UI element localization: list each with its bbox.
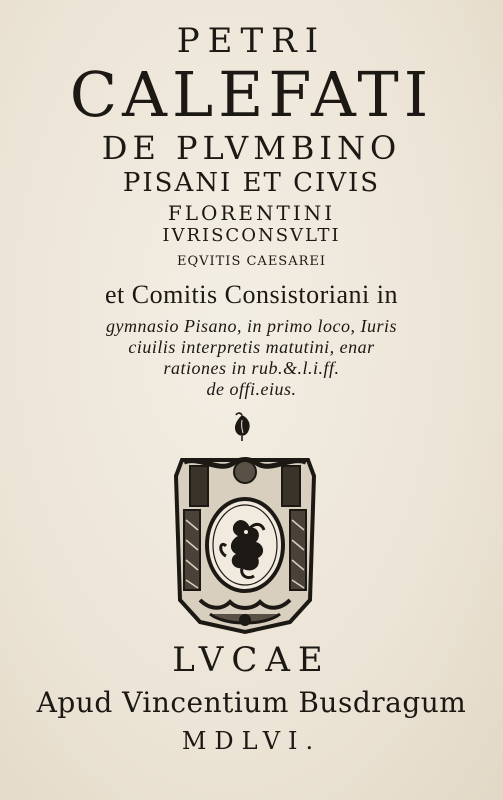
- imprint-printer: Apud Vincentium Busdragum: [36, 686, 467, 719]
- printers-device-dragon-shield-icon: [170, 450, 320, 636]
- title-line-equitis: EQVITIS CAESAREI: [176, 254, 327, 269]
- fleuron-leaf-icon: [230, 412, 254, 442]
- imprint-city: LVCAE: [172, 640, 331, 680]
- author-origin: DE PLVMBINO: [101, 129, 402, 167]
- title-line-pisani: PISANI ET CIVIS: [122, 168, 381, 198]
- imprint-year: MDLVI.: [181, 727, 322, 755]
- title-line-florentini: FLORENTINI: [167, 201, 336, 225]
- description-line-1: gymnasio Pisano, in primo loco, Iuris: [106, 316, 397, 336]
- title-line-iurisconsulti: IVRISCONSVLTI: [162, 225, 341, 246]
- description-line-2: ciuilis interpretis matutini, enar: [128, 337, 375, 357]
- title-line-comitis: et Comitis Consistoriani in: [104, 280, 398, 309]
- description-line-4: de offi.eius.: [206, 379, 297, 399]
- author-first-name: PETRI: [176, 21, 327, 61]
- description-line-3: rationes in rub.&.l.i.ff.: [163, 358, 340, 378]
- author-surname: CALEFATI: [69, 58, 434, 131]
